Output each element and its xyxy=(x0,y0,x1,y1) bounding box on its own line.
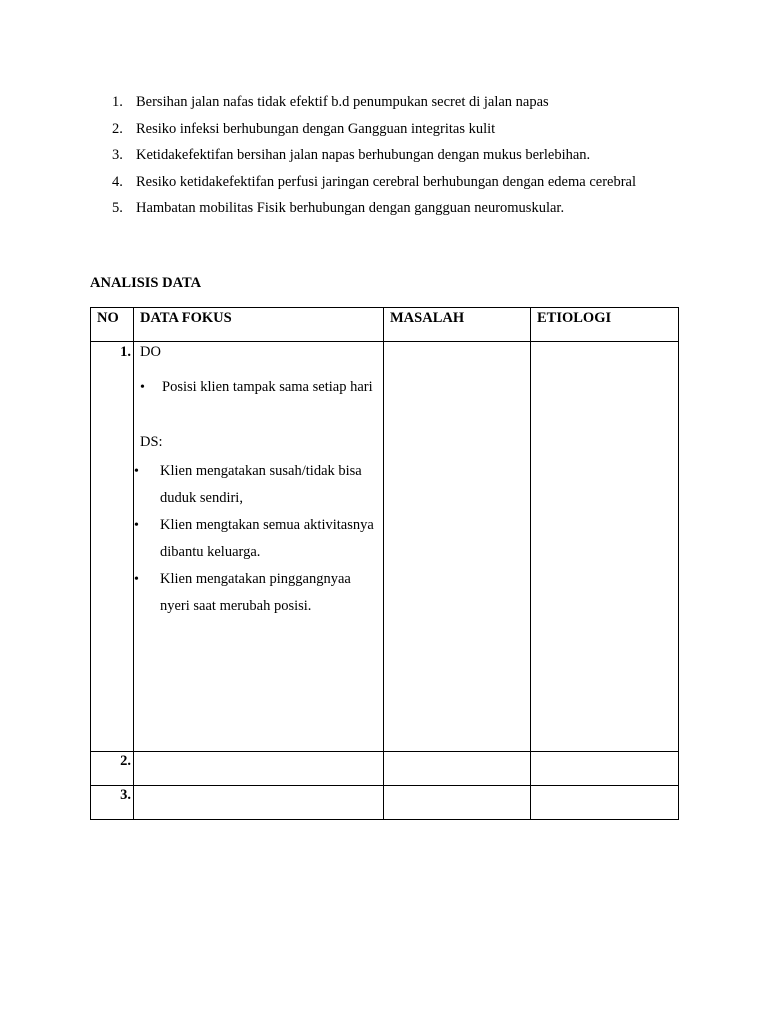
masalah-cell xyxy=(384,752,531,786)
diagnosis-item xyxy=(0,91,768,118)
ds-item-text: Klien mengatakan pinggangnyaa nyeri saat merubah posisi. xyxy=(160,571,351,614)
diagnosis-number: 1. xyxy=(112,94,123,110)
masalah-cell xyxy=(384,786,531,820)
list-item xyxy=(140,374,379,401)
diagnosis-number: 4. xyxy=(112,173,123,190)
ds-label: DS: xyxy=(140,434,163,450)
header-masalah: MASALAH xyxy=(384,308,531,342)
ds-item-text: Klien mengatakan susah/tidak bisa duduk sendiri, xyxy=(160,463,362,506)
diagnosis-number: 2. xyxy=(112,120,123,137)
do-label: DO xyxy=(140,344,161,360)
ds-item-text: Klien mengtakan semua aktivitasnya dibantu keluarga. xyxy=(160,517,374,560)
analysis-table xyxy=(90,307,679,820)
table-row xyxy=(91,786,679,820)
diagnosis-text: Resiko infeksi berhubungan dengan Gangguan integritas kulit xyxy=(136,120,496,137)
header-etiologi: ETIOLOGI xyxy=(531,308,679,342)
table-row xyxy=(91,752,679,786)
list-item xyxy=(134,512,379,566)
bullet-icon: • xyxy=(140,380,145,395)
diagnosis-text: Ketidakefektifan bersihan jalan napas berhubungan dengan mukus berlebihan. xyxy=(136,147,591,163)
diagnosis-text: Bersihan jalan nafas tidak efektif b.d penumpukan secret di jalan napas xyxy=(136,94,549,110)
data-fokus-cell xyxy=(134,786,384,820)
header-data-fokus: DATA FOKUS xyxy=(134,308,384,342)
do-list xyxy=(140,374,379,401)
diagnosis-number: 3. xyxy=(112,147,123,163)
etiologi-cell xyxy=(531,752,679,786)
diagnosis-item xyxy=(0,118,768,145)
table-header-row xyxy=(91,308,679,342)
bullet-icon: • xyxy=(134,572,139,587)
diagnosis-text: Resiko ketidakefektifan perfusi jaringan cerebral berhubungan dengan edema cerebral xyxy=(136,173,637,190)
section-title: ANALISIS DATA xyxy=(90,275,202,291)
table-row xyxy=(91,342,679,752)
diagnosis-item xyxy=(0,144,768,171)
diagnosis-list xyxy=(0,91,768,224)
row-number: 3. xyxy=(91,786,134,820)
diagnosis-number: 5. xyxy=(112,200,123,216)
bullet-icon: • xyxy=(134,464,139,479)
bullet-icon: • xyxy=(134,518,139,533)
diagnosis-text: Hambatan mobilitas Fisik berhubungan dengan gangguan neuromuskular. xyxy=(136,200,565,216)
do-item-text: Posisi klien tampak sama setiap hari xyxy=(162,379,373,395)
diagnosis-item xyxy=(0,197,768,224)
data-fokus-cell xyxy=(134,342,384,752)
header-no: NO xyxy=(91,308,134,342)
row-number: 1. xyxy=(91,342,134,752)
diagnosis-item xyxy=(0,171,768,198)
list-item xyxy=(134,566,379,620)
masalah-cell xyxy=(384,342,531,752)
row-number: 2. xyxy=(91,752,134,786)
data-fokus-cell xyxy=(134,752,384,786)
etiologi-cell xyxy=(531,786,679,820)
list-item xyxy=(134,458,379,512)
etiologi-cell xyxy=(531,342,679,752)
ds-list xyxy=(134,458,379,620)
